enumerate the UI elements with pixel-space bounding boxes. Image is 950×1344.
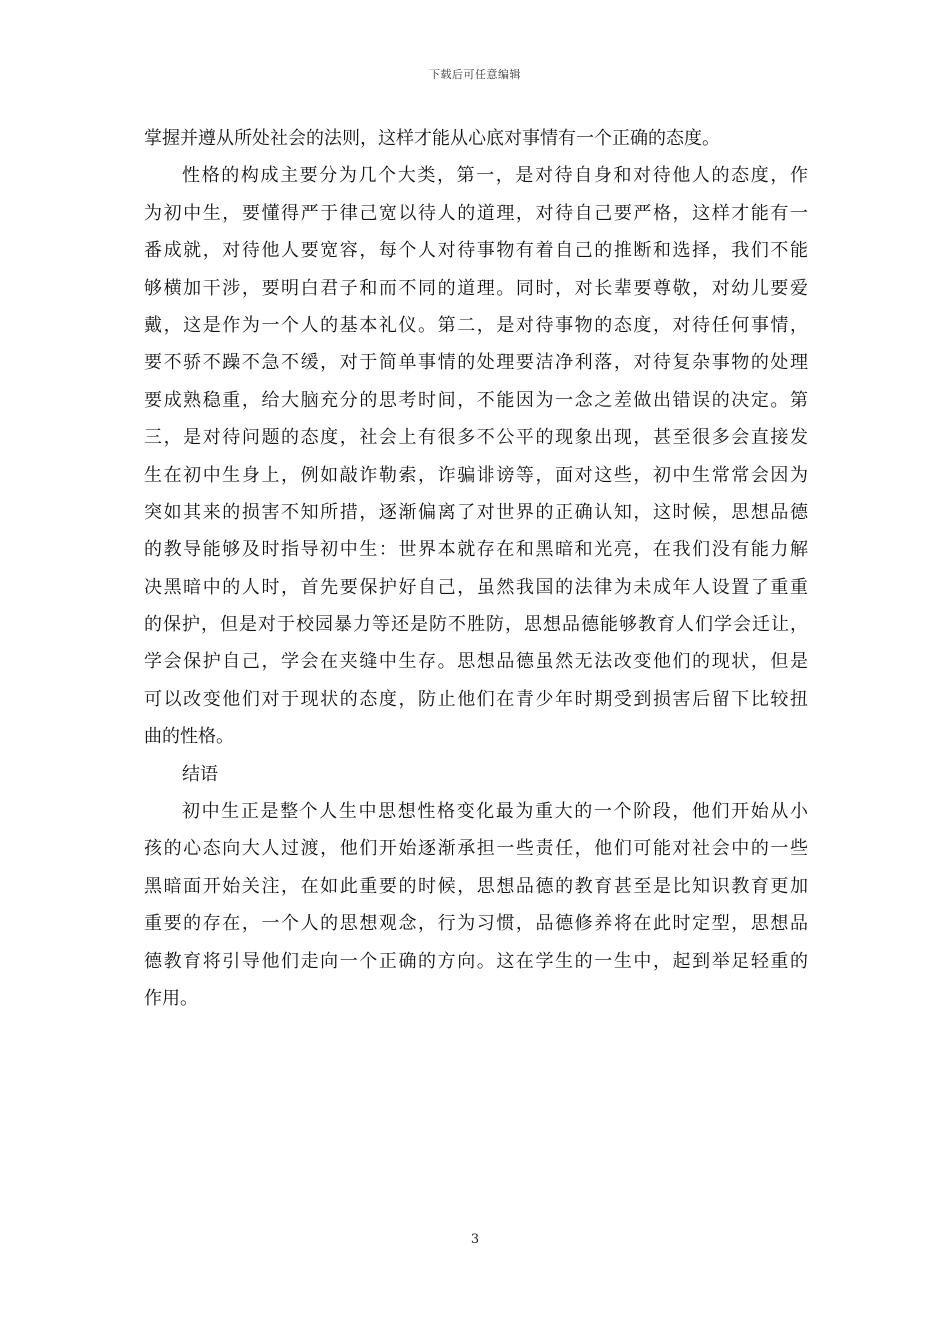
paragraph-line: 德教育将引导他们走向一个正确的方向。这在学生的一生中，起到举足轻重的 <box>144 950 808 972</box>
paragraph-line: 够横加干涉，要明白君子和而不同的道理。同时，对长辈要尊敬，对幼儿要爱 <box>144 277 808 299</box>
document-body <box>144 120 808 1017</box>
paragraph-line: 要成熟稳重，给大脑充分的思考时间，不能因为一念之差做出错误的决定。第 <box>144 389 808 411</box>
paragraph-line: 可以改变他们对于现状的态度，防止他们在青少年时期受到损害后留下比较扭 <box>144 688 808 710</box>
page-number: 3 <box>470 1232 480 1247</box>
paragraph-line: 为初中生，要懂得严于律己宽以待人的道理，对待自己要严格，这样才能有一 <box>144 202 808 224</box>
paragraph-line: 三，是对待问题的态度，社会上有很多不公平的现象出现，甚至很多会直接发 <box>144 427 808 449</box>
paragraph-line: 突如其来的损害不知所措，逐渐偏离了对世界的正确认知，这时候，思想品德 <box>144 501 808 523</box>
paragraph-line: 的教导能够及时指导初中生：世界本就存在和黑暗和光亮，在我们没有能力解 <box>144 539 808 561</box>
paragraph-line: 曲的性格。 <box>144 726 234 748</box>
paragraph-line: 的保护，但是对于校园暴力等还是防不胜防，思想品德能够教育人们学会迁让， <box>144 614 808 636</box>
paragraph-line: 黑暗面开始关注，在如此重要的时候，思想品德的教育甚至是比知识教育更加 <box>144 875 808 897</box>
paragraph-line: 番成就，对待他人要宽容，每个人对待事物有着自己的推断和选择，我们不能 <box>144 240 808 262</box>
paragraph-line: 初中生正是整个人生中思想性格变化最为重大的一个阶段，他们开始从小 <box>182 801 808 823</box>
section-heading: 结语 <box>182 763 218 785</box>
paragraph-line: 要不骄不躁不急不缓，对于简单事情的处理要洁净利落，对待复杂事物的处理 <box>144 352 808 374</box>
paragraph-line: 决黑暗中的人时，首先要保护好自己，虽然我国的法律为未成年人设置了重重 <box>144 576 808 598</box>
paragraph-line: 重要的存在，一个人的思想观念，行为习惯，品德修养将在此时定型，思想品 <box>144 913 808 935</box>
paragraph-line: 戴，这是作为一个人的基本礼仪。第二，是对待事物的态度，对待任何事情， <box>144 314 808 336</box>
page-header: 下载后可任意编辑 <box>429 68 521 81</box>
paragraph-line: 孩的心态向大人过渡，他们开始逐渐承担一些责任，他们可能对社会中的一些 <box>144 838 808 860</box>
paragraph-line: 作用。 <box>144 987 198 1009</box>
paragraph-line: 掌握并遵从所处社会的法则，这样才能从心底对事情有一个正确的态度。 <box>144 128 720 149</box>
paragraph-line: 生在初中生身上，例如敲诈勒索，诈骗诽谤等，面对这些，初中生常常会因为 <box>144 464 808 486</box>
paragraph-line: 性格的构成主要分为几个大类，第一，是对待自身和对待他人的态度，作 <box>182 165 808 187</box>
paragraph-line: 学会保护自己，学会在夹缝中生存。思想品德虽然无法改变他们的现状，但是 <box>144 651 808 673</box>
